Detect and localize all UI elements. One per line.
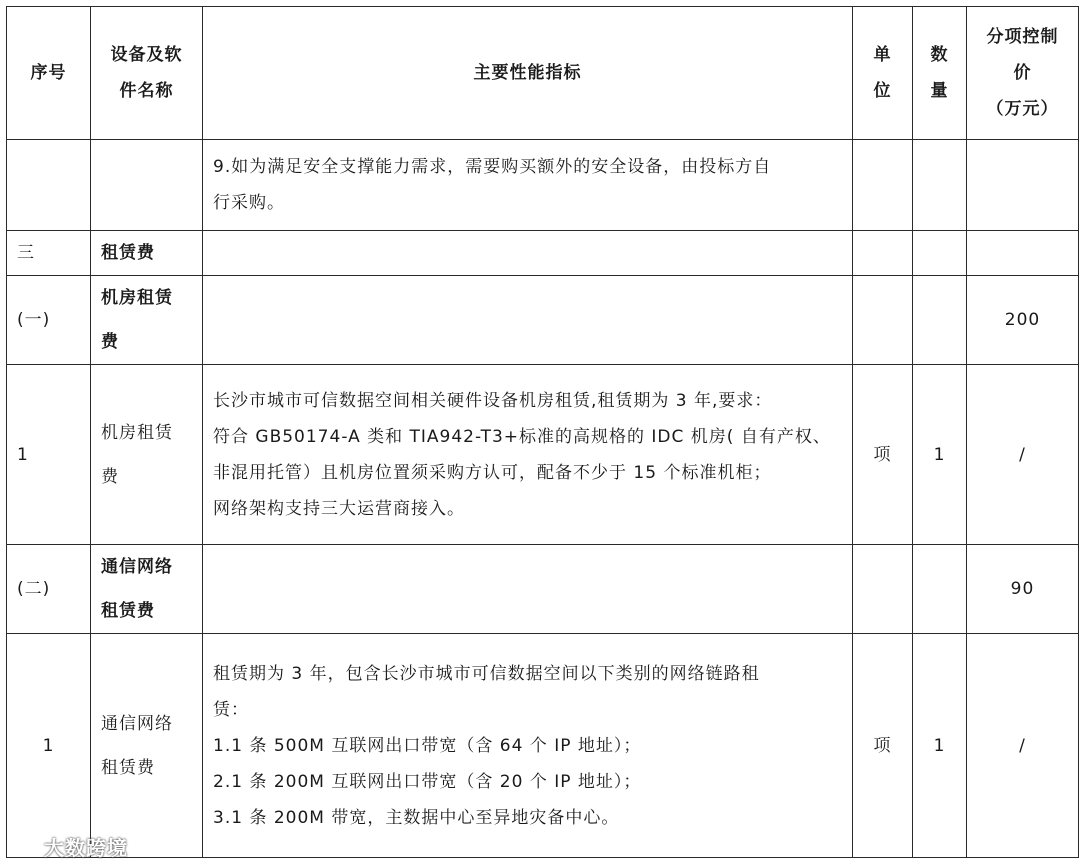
row-unit: 项: [853, 365, 913, 545]
row-price: [967, 231, 1079, 276]
row-spec: [203, 545, 853, 634]
row-spec: 9.如为满足安全支撑能力需求，需要购买额外的安全设备，由投标方自 行采购。: [203, 140, 853, 231]
row-price: 200: [967, 276, 1079, 365]
watermark-logo-icon: [10, 841, 36, 859]
row-no: 三: [7, 231, 91, 276]
row-qty: [913, 545, 967, 634]
row-no: (二): [7, 545, 91, 634]
row-spec: [203, 231, 853, 276]
header-qty: 数 量: [913, 7, 967, 140]
table-row: [7, 231, 1079, 276]
row-no: (一): [7, 276, 91, 365]
table-row: [7, 140, 1079, 231]
row-price: /: [967, 365, 1079, 545]
row-no: [7, 140, 91, 231]
row-name: 机房租赁费: [91, 365, 203, 545]
row-unit: [853, 231, 913, 276]
watermark-text: 大数跨境: [43, 836, 128, 860]
row-name: 租赁费: [91, 231, 203, 276]
table-row: [7, 545, 1079, 634]
table-row: [7, 634, 1079, 858]
header-spec: 主要性能指标: [203, 7, 853, 140]
row-unit: [853, 545, 913, 634]
procurement-table: [6, 6, 1079, 858]
row-qty: [913, 276, 967, 365]
row-qty: [913, 231, 967, 276]
row-spec: 长沙市城市可信数据空间相关硬件设备机房租赁,租赁期为 3 年,要求： 符合 GB50174-A 类和 TIA942-T3+标准的高规格的 IDC 机房( 自有产权、 非混用托管）且机房位置须采购方认可，配备不少于 15 个标准机柜； 网络架构支持三大运营商接入。: [203, 365, 853, 545]
row-price: 90: [967, 545, 1079, 634]
header-row: [7, 7, 1079, 140]
row-unit: [853, 276, 913, 365]
row-spec: [203, 276, 853, 365]
row-name: [91, 140, 203, 231]
row-qty: 1: [913, 365, 967, 545]
row-name: 通信网络租赁费: [91, 545, 203, 634]
table-row: [7, 276, 1079, 365]
row-name: 机房租赁费: [91, 276, 203, 365]
row-unit: 项: [853, 634, 913, 858]
row-qty: 1: [913, 634, 967, 858]
watermark: [10, 832, 128, 861]
header-unit: 单 位: [853, 7, 913, 140]
row-no: 1: [7, 634, 91, 858]
header-name: 设备及软 件名称: [91, 7, 203, 140]
row-spec: 租赁期为 3 年，包含长沙市城市可信数据空间以下类别的网络链路租 赁： 1.1 条 500M 互联网出口带宽（含 64 个 IP 地址）； 2.1 条 200M 互联网出口带宽（含 20 个 IP 地址）； 3.1 条 200M 带宽，主数据中心至异地灾备中心。: [203, 634, 853, 858]
row-price: /: [967, 634, 1079, 858]
row-unit: [853, 140, 913, 231]
header-no: 序号: [7, 7, 91, 140]
table-row: [7, 365, 1079, 545]
row-qty: [913, 140, 967, 231]
header-price: 分项控制 价 （万元）: [967, 7, 1079, 140]
row-price: [967, 140, 1079, 231]
row-name: 通信网络租赁费: [91, 634, 203, 858]
row-no: 1: [7, 365, 91, 545]
